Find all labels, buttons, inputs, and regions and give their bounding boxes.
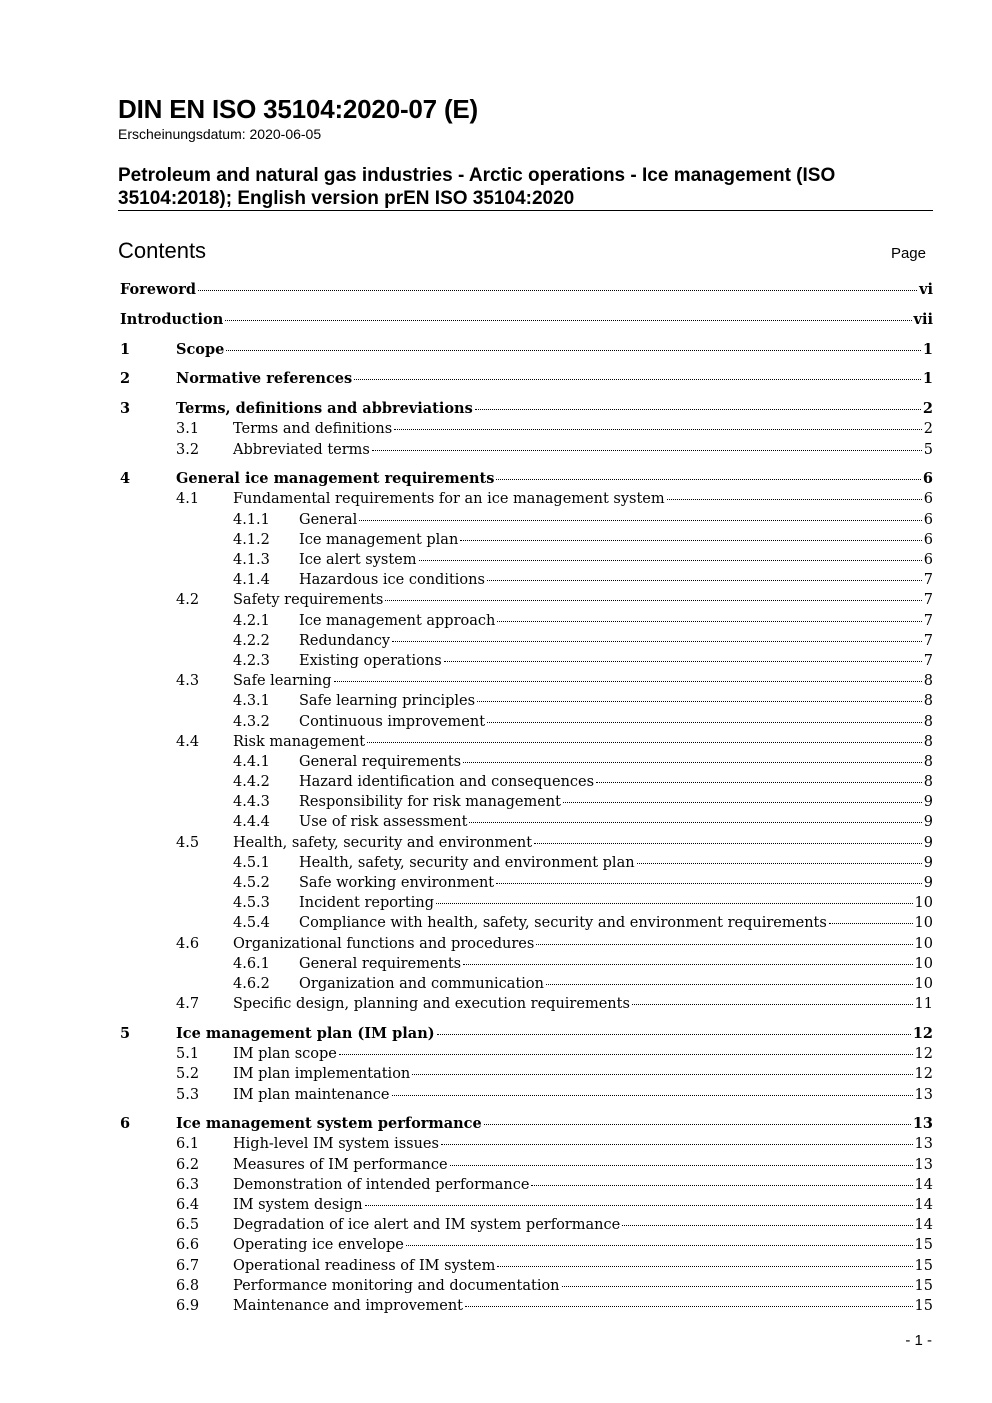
toc-entry-number: 4.4.3 <box>233 794 270 811</box>
toc-entry[interactable] <box>120 530 933 550</box>
dot-leader <box>531 1185 912 1186</box>
toc-entry[interactable] <box>120 812 933 832</box>
dot-leader <box>359 520 921 521</box>
toc-entry-page: 8 <box>923 693 933 710</box>
toc-entry-title: Existing operations <box>299 652 442 669</box>
toc-entry-page: 12 <box>912 1024 933 1042</box>
toc-entry-page: 9 <box>923 834 933 851</box>
toc-entry-number: 3 <box>120 400 131 418</box>
toc-entry-title: IM system design <box>233 1197 363 1214</box>
toc-entry[interactable] <box>120 550 933 570</box>
toc-entry-number: 4.5 <box>176 834 200 851</box>
toc-entry[interactable] <box>120 954 933 974</box>
toc-entry-page: 12 <box>914 1066 933 1083</box>
toc-entry[interactable] <box>120 1195 933 1215</box>
toc-entry-number: 2 <box>120 370 131 388</box>
toc-entry-title: General ice management requirements <box>176 470 495 488</box>
dot-leader <box>226 350 921 351</box>
toc-entry-number: 3.1 <box>176 421 200 438</box>
toc-entry-title: Safe working environment <box>299 875 495 892</box>
toc-entry[interactable] <box>120 833 933 853</box>
dot-leader <box>450 1165 913 1166</box>
toc-entry-title: Terms, definitions and abbreviations <box>176 400 473 418</box>
toc-entry-number: 6.8 <box>176 1277 200 1294</box>
dot-leader <box>460 540 921 541</box>
toc-entry-page: 10 <box>914 955 933 972</box>
toc-entry-page: 8 <box>923 774 933 791</box>
publication-date: Erscheinungsdatum: 2020-06-05 <box>118 126 322 142</box>
toc-entry-page: 5 <box>923 441 933 458</box>
toc-entry[interactable] <box>120 631 933 651</box>
toc-entry-page: 11 <box>914 996 933 1013</box>
toc-entry-title: Terms and definitions <box>233 421 393 438</box>
toc-entry-title: Ice alert system <box>299 552 417 569</box>
page-column-label: Page <box>890 245 926 262</box>
dot-leader <box>667 499 922 500</box>
toc-entry-title: Health, safety, security and environment <box>233 834 533 851</box>
toc-entry-number: 6.3 <box>176 1176 200 1193</box>
toc-entry-number: 5.3 <box>176 1086 200 1103</box>
dot-leader <box>385 600 921 601</box>
toc-entry-page: 10 <box>914 935 933 952</box>
toc-entry-title: Ice management approach <box>299 612 496 629</box>
toc-entry-title: Hazardous ice conditions <box>299 572 485 589</box>
dot-leader <box>419 560 922 561</box>
toc-entry-page: 8 <box>923 753 933 770</box>
toc-entry-title: High-level IM system issues <box>233 1136 439 1153</box>
dot-leader <box>365 1205 913 1206</box>
toc-entry-title: Risk management <box>233 733 366 750</box>
dot-leader <box>392 641 922 642</box>
toc-entry-number: 5 <box>120 1024 131 1042</box>
toc-entry[interactable] <box>120 752 933 772</box>
toc-entry-title: Fundamental requirements for an ice management system <box>233 491 665 508</box>
toc-entry[interactable] <box>120 853 933 873</box>
toc-entry-number: 4.1.3 <box>233 552 270 569</box>
toc-entry-number: 6.2 <box>176 1156 200 1173</box>
toc-entry[interactable] <box>120 590 933 610</box>
toc-entry-title: Safe learning principles <box>299 693 476 710</box>
toc-entry-title: General requirements <box>299 753 462 770</box>
toc-entry[interactable] <box>120 570 933 590</box>
dot-leader <box>477 701 922 702</box>
toc-entry-page: 15 <box>914 1297 933 1314</box>
toc-entry[interactable] <box>120 893 933 913</box>
toc-entry-page: 7 <box>923 572 933 589</box>
toc-entry-number: 4.6 <box>176 935 200 952</box>
toc-entry-title: Abbreviated terms <box>233 441 370 458</box>
toc-entry-title: Organization and communication <box>299 975 544 992</box>
toc-entry-title: Ice management plan (IM plan) <box>176 1024 435 1042</box>
dot-leader <box>469 822 921 823</box>
toc-entry-number: 4.5.2 <box>233 875 270 892</box>
toc-entry-page: 7 <box>923 652 933 669</box>
toc-entry[interactable] <box>120 489 933 509</box>
toc-entry[interactable] <box>120 280 933 300</box>
dot-leader <box>475 409 921 410</box>
toc-entry-number: 6.4 <box>176 1197 200 1214</box>
toc-entry-page: 14 <box>914 1217 933 1234</box>
toc-entry-number: 6.9 <box>176 1297 200 1314</box>
toc-entry-title: Normative references <box>176 370 353 388</box>
toc-entry[interactable] <box>120 1024 933 1044</box>
toc-entry[interactable] <box>120 691 933 711</box>
dot-leader <box>484 1124 911 1125</box>
dot-leader <box>562 1286 913 1287</box>
dot-leader <box>596 782 922 783</box>
toc-entry-number: 4.2.1 <box>233 612 270 629</box>
dot-leader <box>632 1004 913 1005</box>
toc-entry-page: 6 <box>923 491 933 508</box>
toc-entry[interactable] <box>120 1175 933 1195</box>
toc-entry-page: 8 <box>923 713 933 730</box>
toc-entry-number: 4 <box>120 470 131 488</box>
toc-entry[interactable] <box>120 340 933 360</box>
toc-entry[interactable] <box>120 399 933 419</box>
dot-leader <box>198 290 917 291</box>
toc-entry-number: 4.5.1 <box>233 854 270 871</box>
toc-entry[interactable] <box>120 1064 933 1084</box>
dot-leader <box>444 661 922 662</box>
toc-entry-title: Scope <box>176 340 225 358</box>
toc-entry-title: Degradation of ice alert and IM system performance <box>233 1217 621 1234</box>
toc-entry-title: Specific design, planning and execution requirements <box>233 996 630 1013</box>
toc-entry[interactable] <box>120 1134 933 1154</box>
toc-entry-number: 5.1 <box>176 1046 200 1063</box>
toc-entry-page: 7 <box>923 632 933 649</box>
toc-entry-title: Operational readiness of IM system <box>233 1257 496 1274</box>
toc-entry-title: Ice management system performance <box>176 1115 482 1133</box>
toc-entry-number: 4.2 <box>176 592 200 609</box>
toc-entry-number: 6.5 <box>176 1217 200 1234</box>
dot-leader <box>465 1306 913 1307</box>
toc-entry-title: Performance monitoring and documentation <box>233 1277 560 1294</box>
dot-leader <box>334 681 922 682</box>
toc-entry-page: 10 <box>914 975 933 992</box>
toc-entry-number: 4.5.4 <box>233 915 270 932</box>
toc-entry-page: 6 <box>922 470 933 488</box>
toc-entry-page: 6 <box>923 552 933 569</box>
dot-leader <box>437 1034 911 1035</box>
toc-entry-number: 4.6.2 <box>233 975 270 992</box>
toc-entry-title: Health, safety, security and environment plan <box>299 854 635 871</box>
toc-entry-title: IM plan maintenance <box>233 1086 390 1103</box>
dot-leader <box>412 1074 912 1075</box>
toc-entry-number: 1 <box>120 340 131 358</box>
toc-entry-title: Continuous improvement <box>299 713 486 730</box>
toc-entry-number: 3.2 <box>176 441 200 458</box>
toc-entry[interactable] <box>120 712 933 732</box>
dot-leader <box>339 1054 913 1055</box>
toc-entry-page: 13 <box>914 1156 933 1173</box>
dot-leader <box>536 944 912 945</box>
toc-entry-number: 4.3 <box>176 673 200 690</box>
dot-leader <box>534 843 922 844</box>
toc-entry-page: 10 <box>914 895 933 912</box>
toc-entry-page: vii <box>913 310 933 328</box>
toc-entry-title: General requirements <box>299 955 462 972</box>
toc-entry[interactable] <box>120 440 933 460</box>
toc-entry-number: 6 <box>120 1115 131 1133</box>
dot-leader <box>436 903 913 904</box>
toc-entry[interactable] <box>120 310 933 330</box>
toc-entry[interactable] <box>120 1114 933 1134</box>
toc-entry-title: Introduction <box>120 310 224 328</box>
dot-leader <box>367 742 922 743</box>
dot-leader <box>441 1144 913 1145</box>
dot-leader <box>546 984 913 985</box>
toc-entry-page: 1 <box>922 340 933 358</box>
page-number: - 1 - <box>905 1332 932 1349</box>
toc-entry-page: 15 <box>914 1277 933 1294</box>
toc-entry-number: 4.1 <box>176 491 200 508</box>
toc-entry-page: 13 <box>914 1136 933 1153</box>
dot-leader <box>394 429 922 430</box>
toc-entry-page: 14 <box>914 1176 933 1193</box>
toc-entry-number: 6.1 <box>176 1136 200 1153</box>
toc-entry[interactable] <box>120 732 933 752</box>
toc-entry[interactable] <box>120 369 933 389</box>
toc-entry-title: General <box>299 511 358 528</box>
dot-leader <box>497 1266 912 1267</box>
toc-entry-page: 2 <box>923 421 933 438</box>
dot-leader <box>497 621 921 622</box>
table-of-contents <box>120 280 933 1316</box>
toc-entry-title: Foreword <box>120 281 196 298</box>
toc-entry-title: Measures of IM performance <box>233 1156 448 1173</box>
toc-entry-page: 6 <box>923 511 933 528</box>
toc-entry[interactable] <box>120 994 933 1014</box>
toc-entry[interactable] <box>120 974 933 994</box>
toc-entry-page: 8 <box>923 673 933 690</box>
toc-entry[interactable] <box>120 1235 933 1255</box>
toc-entry-page: 6 <box>923 531 933 548</box>
dot-leader <box>392 1095 913 1096</box>
toc-entry-number: 4.3.1 <box>233 693 270 710</box>
toc-entry-number: 4.3.2 <box>233 713 270 730</box>
toc-entry-title: Demonstration of intended performance <box>233 1176 530 1193</box>
toc-entry-title: Hazard identification and consequences <box>299 774 595 791</box>
toc-entry-number: 6.7 <box>176 1257 200 1274</box>
toc-entry[interactable] <box>120 1044 933 1064</box>
dot-leader <box>463 762 922 763</box>
toc-entry-page: 9 <box>923 794 933 811</box>
toc-entry[interactable] <box>120 651 933 671</box>
toc-entry[interactable] <box>120 873 933 893</box>
toc-entry-title: Maintenance and improvement <box>233 1297 463 1314</box>
toc-entry[interactable] <box>120 792 933 812</box>
toc-entry[interactable] <box>120 772 933 792</box>
toc-entry-page: 9 <box>923 854 933 871</box>
toc-entry-number: 4.7 <box>176 996 200 1013</box>
toc-entry-number: 4.4.2 <box>233 774 270 791</box>
toc-entry-page: 9 <box>923 814 933 831</box>
toc-entry-number: 4.4.1 <box>233 753 270 770</box>
toc-entry-page: 15 <box>914 1237 933 1254</box>
toc-entry-title: Safety requirements <box>233 592 384 609</box>
dot-leader <box>637 863 922 864</box>
toc-entry-title: Ice management plan <box>299 531 459 548</box>
dot-leader <box>225 320 911 321</box>
toc-entry-page: 9 <box>923 875 933 892</box>
toc-entry-number: 4.1.1 <box>233 511 270 528</box>
toc-entry-page: 1 <box>922 370 933 388</box>
dot-leader <box>463 964 912 965</box>
dot-leader <box>829 923 913 924</box>
toc-entry-number: 4.5.3 <box>233 895 270 912</box>
toc-entry[interactable] <box>120 1276 933 1296</box>
toc-entry-number: 4.2.2 <box>233 632 270 649</box>
toc-entry-page: 14 <box>914 1197 933 1214</box>
dot-leader <box>496 883 922 884</box>
toc-entry-title: Incident reporting <box>299 895 435 912</box>
toc-entry-number: 4.1.2 <box>233 531 270 548</box>
toc-entry-title: Redundancy <box>299 632 391 649</box>
toc-entry-number: 4.4.4 <box>233 814 270 831</box>
toc-entry-number: 5.2 <box>176 1066 200 1083</box>
toc-entry[interactable] <box>120 1296 933 1316</box>
toc-entry[interactable] <box>120 1085 933 1105</box>
toc-entry[interactable] <box>120 1155 933 1175</box>
toc-entry-title: Organizational functions and procedures <box>233 935 535 952</box>
toc-entry-page: vi <box>919 281 933 298</box>
toc-entry[interactable] <box>120 510 933 530</box>
toc-entry-title: Use of risk assessment <box>299 814 468 831</box>
toc-entry-number: 4.1.4 <box>233 572 270 589</box>
toc-entry-page: 2 <box>922 400 933 418</box>
toc-entry-page: 8 <box>923 733 933 750</box>
dot-leader <box>406 1245 913 1246</box>
toc-entry-page: 7 <box>923 612 933 629</box>
dot-leader <box>354 379 921 380</box>
toc-entry-title: IM plan implementation <box>233 1066 411 1083</box>
toc-entry-page: 7 <box>923 592 933 609</box>
toc-entry[interactable] <box>120 419 933 439</box>
dot-leader <box>487 722 922 723</box>
toc-entry-title: Responsibility for risk management <box>299 794 561 811</box>
document-title: Petroleum and natural gas industries - Arctic operations - Ice management (ISO 35104:2018); English version prEN ISO 35104:2020 <box>118 165 836 209</box>
dot-leader <box>563 802 922 803</box>
dot-leader <box>496 479 921 480</box>
toc-entry-title: Safe learning <box>233 673 332 690</box>
toc-entry[interactable] <box>120 1256 933 1276</box>
toc-entry-page: 12 <box>914 1046 933 1063</box>
toc-entry-number: 4.2.3 <box>233 652 270 669</box>
toc-entry-number: 6.6 <box>176 1237 200 1254</box>
toc-entry-number: 4.6.1 <box>233 955 270 972</box>
toc-entry-title: Compliance with health, safety, security and environment requirements <box>299 915 827 932</box>
contents-heading: Contents <box>118 238 207 263</box>
document-id: DIN EN ISO 35104:2020-07 (E) <box>118 94 479 124</box>
title-divider <box>118 210 933 211</box>
toc-entry-page: 15 <box>914 1257 933 1274</box>
dot-leader <box>622 1225 912 1226</box>
dot-leader <box>372 450 922 451</box>
toc-entry-number: 4.4 <box>176 733 200 750</box>
toc-entry[interactable] <box>120 934 933 954</box>
toc-entry[interactable] <box>120 671 933 691</box>
toc-entry-title: IM plan scope <box>233 1046 337 1063</box>
toc-entry-page: 10 <box>914 915 933 932</box>
toc-entry[interactable] <box>120 469 933 489</box>
toc-entry[interactable] <box>120 611 933 631</box>
toc-entry-page: 13 <box>914 1086 933 1103</box>
dot-leader <box>487 580 922 581</box>
toc-entry-title: Operating ice envelope <box>233 1237 404 1254</box>
toc-entry[interactable] <box>120 1215 933 1235</box>
toc-entry[interactable] <box>120 913 933 933</box>
toc-entry-page: 13 <box>912 1115 933 1133</box>
